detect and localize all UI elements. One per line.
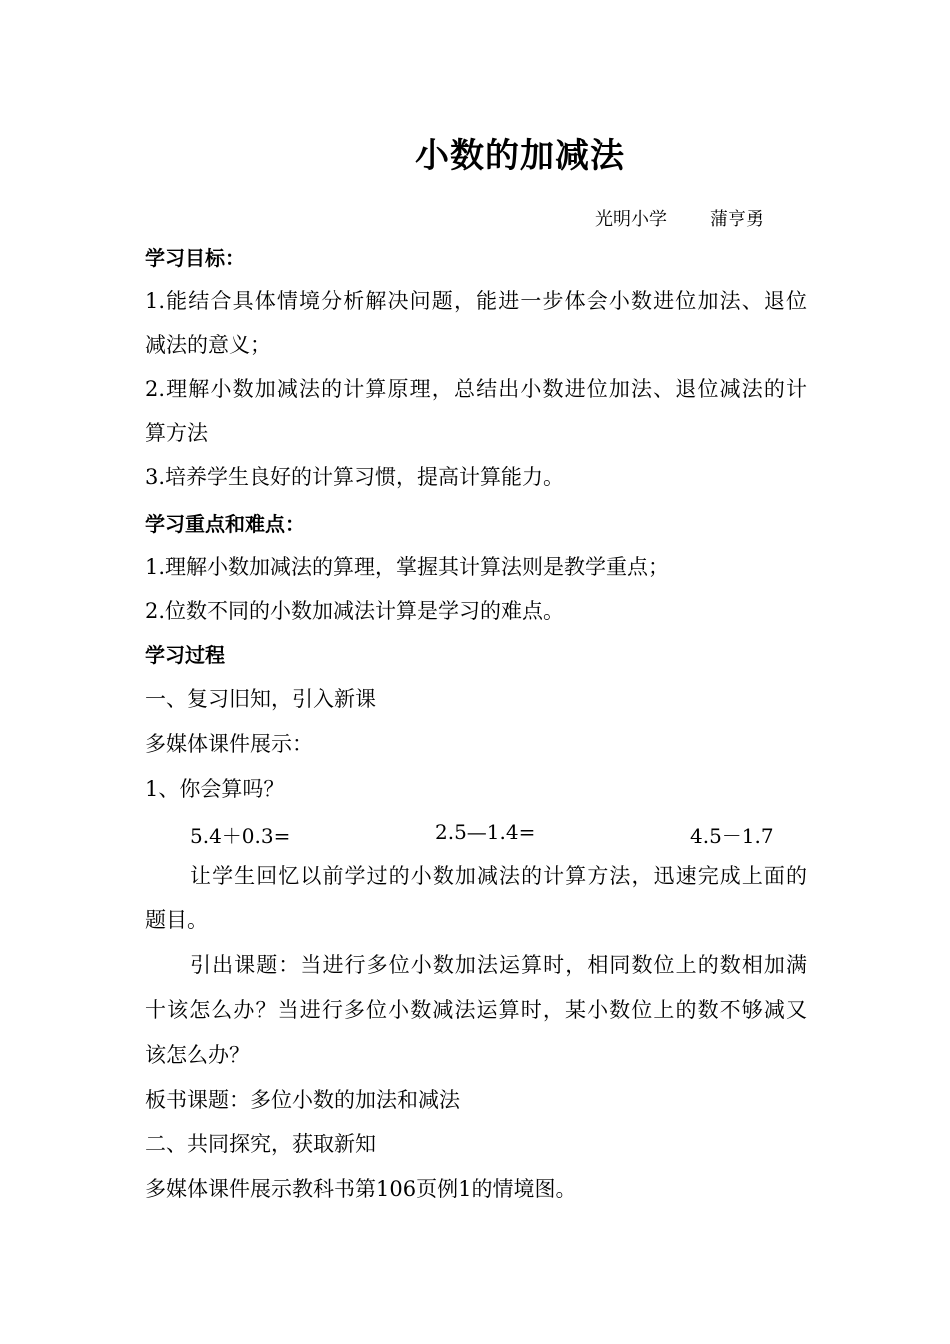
recall-line-2: 题目。 — [145, 908, 208, 932]
goal-3: 3.培养学生良好的计算习惯，提高计算能力。 — [145, 465, 565, 489]
media-line-1: 多媒体课件展示： — [145, 732, 313, 756]
recall-line-1: 让学生回忆以前学过的小数加减法的计算方法，迅速完成上面的 — [190, 864, 807, 888]
goal-2-line-1: 2.理解小数加减法的计算原理，总结出小数进位加法、退位减法的计 — [145, 377, 807, 401]
goal-2-line-2: 算方法 — [145, 421, 208, 445]
equation-2: 2.5—1.4= — [435, 820, 536, 844]
key-points-heading: 学习重点和难点： — [145, 512, 305, 536]
process-heading: 学习过程 — [145, 643, 225, 667]
question-1: 1、你会算吗？ — [145, 777, 285, 801]
step-1-heading: 一、复习旧知，引入新课 — [145, 687, 376, 711]
key-point-1: 1.理解小数加减法的算理，掌握其计算法则是教学重点； — [145, 555, 670, 579]
step-2-heading: 二、共同探究，获取新知 — [145, 1132, 376, 1156]
school-name: 光明小学 — [595, 209, 667, 230]
goal-1-line-1: 1.能结合具体情境分析解决问题，能进一步体会小数进位加法、退位 — [145, 289, 807, 313]
intro-line-3: 该怎么办？ — [145, 1043, 250, 1067]
key-point-2: 2.位数不同的小数加减法计算是学习的难点。 — [145, 599, 565, 623]
media-line-2: 多媒体课件展示教科书第106页例1的情境图。 — [145, 1177, 577, 1201]
goals-heading: 学习目标： — [145, 246, 245, 270]
author-name: 蒲亨勇 — [710, 209, 764, 230]
page-title: 小数的加减法 — [415, 136, 625, 176]
goal-1-line-2: 减法的意义； — [145, 333, 271, 357]
intro-line-1: 引出课题：当进行多位小数加法运算时，相同数位上的数相加满 — [190, 953, 807, 977]
equation-1: 5.4＋0.3= — [190, 824, 291, 848]
board-title: 板书课题：多位小数的加法和减法 — [145, 1088, 460, 1112]
intro-line-2: 十该怎么办？当进行多位小数减法运算时，某小数位上的数不够减又 — [145, 998, 807, 1022]
equation-3: 4.5－1.7 — [690, 824, 774, 848]
